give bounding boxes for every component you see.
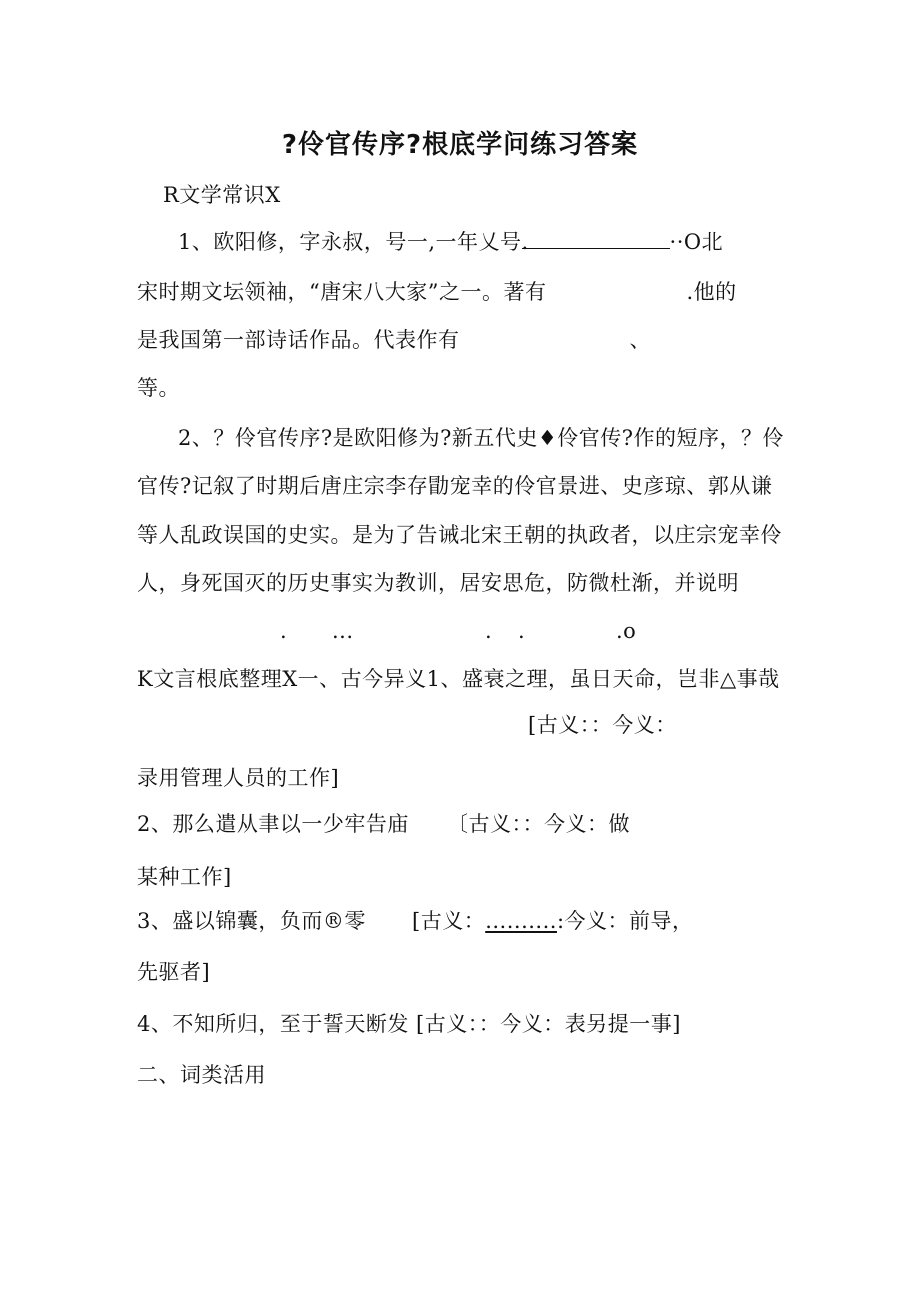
q2-dots-b: ... bbox=[332, 619, 354, 643]
item2-text: 2、那么遣从聿以一少牢告庙 bbox=[137, 812, 409, 836]
q1-line1-text: 1、欧阳修，字永叔，号一,一年乂号 bbox=[178, 230, 522, 254]
q2-dots-c: . bbox=[485, 619, 493, 643]
q1-line2-text: 宋时期文坛领袖，“唐宋八大家”之一。著有 bbox=[137, 280, 547, 304]
q1-line-1 bbox=[178, 228, 723, 256]
item3-bracket-end: :今义：前导， bbox=[556, 909, 694, 933]
item1-continuation: 录用管理人员的工作] bbox=[137, 766, 340, 790]
q1-line-3 bbox=[137, 326, 651, 354]
item3-continuation: 先驱者] bbox=[137, 960, 211, 984]
section-heading-literature: R文学常识X bbox=[163, 183, 281, 207]
q2-line-3: 等人乱政误国的史实。是为了告诫北宋王朝的执政者，以庄宗宠幸伶 bbox=[137, 523, 782, 547]
item1-bracket: [古义：：今义： bbox=[528, 713, 677, 737]
item3-dotted-blank: .......... bbox=[485, 909, 557, 933]
q2-dots-e: .o bbox=[616, 619, 637, 643]
q1-line2-tail: .他的 bbox=[686, 280, 737, 304]
q2-dots-d: . bbox=[518, 619, 526, 643]
q2-line-2: 官传?记叙了时期后唐庄宗李存勖宠幸的伶官景进、史彦琼、郭从谦 bbox=[137, 474, 773, 498]
q1-line3-tail: 、 bbox=[629, 328, 651, 352]
q2-dots-a: . bbox=[280, 619, 288, 643]
item3-bracket bbox=[412, 907, 694, 935]
section-heading-classical: K文言根底整理X一、古今异义1、盛衰之理，虽日天命，岂非△事哉 bbox=[137, 667, 780, 691]
page-title: ?伶官传序?根底学问练习答案 bbox=[281, 130, 639, 160]
q1-blank-mark: . bbox=[521, 230, 529, 254]
q2-line-4: 人，身死国灭的历史事实为教训，居安思危，防微杜渐，并说明 bbox=[137, 571, 739, 595]
item2-continuation: 某种工作] bbox=[137, 865, 232, 889]
q1-blank bbox=[521, 228, 670, 254]
q1-line-4: 等。 bbox=[137, 376, 180, 400]
section-heading-parts-of-speech: 二、词类活用 bbox=[137, 1063, 266, 1087]
item3-text: 3、盛以锦囊，负而®零 bbox=[137, 909, 366, 933]
item3-bracket-start: [古义： bbox=[412, 909, 486, 933]
q2-line-1: 2、？伶官传序?是欧阳修为?新五代史♦伶官传?作的短序，？伶 bbox=[178, 426, 784, 450]
item2-bracket: 〔古义：：今义：做 bbox=[447, 812, 630, 836]
q1-line1-tail: ··O北 bbox=[669, 230, 724, 254]
q1-line-2 bbox=[137, 278, 737, 306]
q1-line3-text: 是我国第一部诗话作品。代表作有 bbox=[137, 328, 460, 352]
item4-text: 4、不知所归，至于誓天断发 [古义：：今义：表另提一事] bbox=[137, 1012, 681, 1036]
